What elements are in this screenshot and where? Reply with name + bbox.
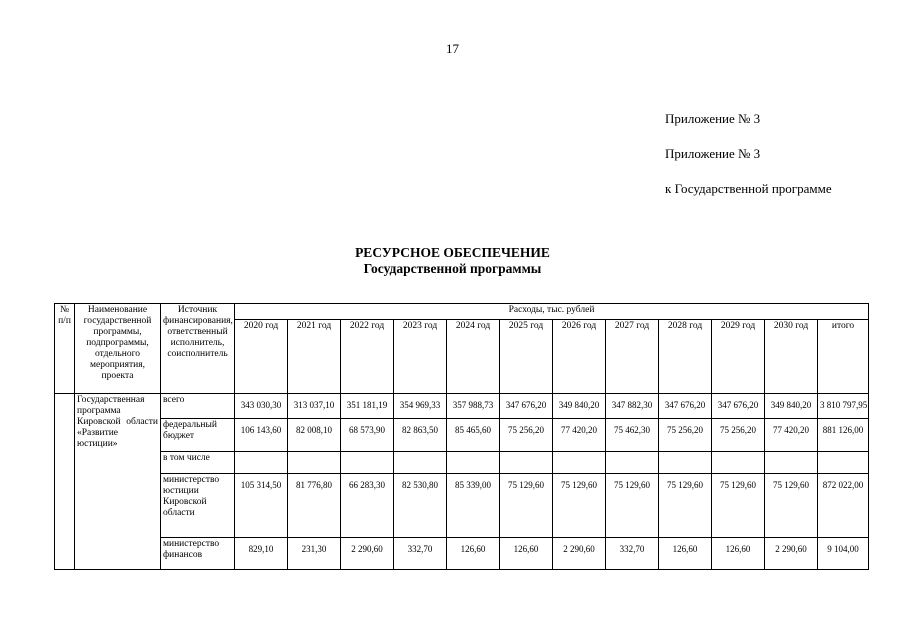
- value-cell: 81 776,80: [288, 474, 341, 538]
- value-cell: 66 283,30: [341, 474, 394, 538]
- value-cell: 357 988,73: [447, 394, 500, 419]
- page-number: 17: [446, 41, 459, 56]
- value-cell: 75 129,60: [500, 474, 553, 538]
- value-cell: 2 290,60: [765, 538, 818, 570]
- value-cell: 75 462,30: [606, 419, 659, 452]
- value-cell: 68 573,90: [341, 419, 394, 452]
- header-expenses: Расходы, тыс. рублей: [235, 304, 869, 320]
- row-number-cell: [55, 394, 75, 570]
- value-cell: 75 256,20: [500, 419, 553, 452]
- value-cell: 354 969,33: [394, 394, 447, 419]
- header-year: итого: [818, 320, 869, 394]
- value-cell: 347 676,20: [659, 394, 712, 419]
- value-cell: 77 420,20: [765, 419, 818, 452]
- value-cell: [818, 452, 869, 474]
- value-cell: 126,60: [447, 538, 500, 570]
- value-cell: 313 037,10: [288, 394, 341, 419]
- value-cell: 3 810 797,95: [818, 394, 869, 419]
- value-cell: 75 256,20: [659, 419, 712, 452]
- header-year: 2022 год: [341, 320, 394, 394]
- value-cell: [341, 452, 394, 474]
- value-cell: 82 008,10: [288, 419, 341, 452]
- table-row: [55, 474, 869, 538]
- value-cell: 347 676,20: [712, 394, 765, 419]
- value-cell: 351 181,19: [341, 394, 394, 419]
- value-cell: 2 290,60: [341, 538, 394, 570]
- value-cell: 2 290,60: [553, 538, 606, 570]
- value-cell: 332,70: [394, 538, 447, 570]
- value-cell: [447, 452, 500, 474]
- value-cell: 75 129,60: [712, 474, 765, 538]
- value-cell: 75 256,20: [712, 419, 765, 452]
- value-cell: 126,60: [500, 538, 553, 570]
- value-cell: 829,10: [235, 538, 288, 570]
- value-cell: [235, 452, 288, 474]
- value-cell: 881 126,00: [818, 419, 869, 452]
- header-year: 2030 год: [765, 320, 818, 394]
- appendix-line-2: Приложение № 3: [665, 146, 761, 161]
- value-cell: 349 840,20: [553, 394, 606, 419]
- resource-table: [54, 303, 869, 570]
- value-cell: 75 129,60: [606, 474, 659, 538]
- value-cell: 126,60: [712, 538, 765, 570]
- value-cell: 75 129,60: [765, 474, 818, 538]
- title-line-1: РЕСУРСНОЕ ОБЕСПЕЧЕНИЕ: [355, 245, 550, 260]
- header-year: 2021 год: [288, 320, 341, 394]
- value-cell: 75 129,60: [659, 474, 712, 538]
- header-year: 2027 год: [606, 320, 659, 394]
- value-cell: 106 143,60: [235, 419, 288, 452]
- value-cell: 85 339,00: [447, 474, 500, 538]
- header-year: 2028 год: [659, 320, 712, 394]
- value-cell: 872 022,00: [818, 474, 869, 538]
- header-year: 2025 год: [500, 320, 553, 394]
- table-row: [55, 394, 869, 419]
- value-cell: [553, 452, 606, 474]
- header-year: 2029 год: [712, 320, 765, 394]
- value-cell: 75 129,60: [553, 474, 606, 538]
- source-cell: в том числе: [161, 452, 235, 474]
- table-row: [55, 419, 869, 452]
- value-cell: [765, 452, 818, 474]
- value-cell: 349 840,20: [765, 394, 818, 419]
- value-cell: [500, 452, 553, 474]
- value-cell: 82 530,80: [394, 474, 447, 538]
- document-title: [0, 245, 905, 277]
- value-cell: 77 420,20: [553, 419, 606, 452]
- program-name-cell: Государственная программа Кировской области «Развитие юстиции»: [75, 394, 161, 570]
- value-cell: 9 104,00: [818, 538, 869, 570]
- value-cell: 126,60: [659, 538, 712, 570]
- value-cell: [288, 452, 341, 474]
- table-row: [55, 452, 869, 474]
- table-row: [55, 538, 869, 570]
- header-name: Наименование государственной программы, подпрограммы, отдельного мероприятия, проекта: [75, 304, 161, 394]
- source-cell: министерство финансов: [161, 538, 235, 570]
- value-cell: [659, 452, 712, 474]
- header-number: № п/п: [55, 304, 75, 394]
- value-cell: 347 882,30: [606, 394, 659, 419]
- value-cell: 85 465,60: [447, 419, 500, 452]
- header-year: 2024 год: [447, 320, 500, 394]
- header-year: 2023 год: [394, 320, 447, 394]
- source-cell: федеральный бюджет: [161, 419, 235, 452]
- header-year: 2026 год: [553, 320, 606, 394]
- value-cell: [712, 452, 765, 474]
- value-cell: [606, 452, 659, 474]
- value-cell: 82 863,50: [394, 419, 447, 452]
- value-cell: 332,70: [606, 538, 659, 570]
- title-line-2: Государственной программы: [363, 261, 542, 276]
- source-cell: всего: [161, 394, 235, 419]
- header-year: 2020 год: [235, 320, 288, 394]
- value-cell: 347 676,20: [500, 394, 553, 419]
- value-cell: [394, 452, 447, 474]
- source-cell: министерство юстиции Кировской области: [161, 474, 235, 538]
- value-cell: 105 314,50: [235, 474, 288, 538]
- appendix-line-3: к Государственной программе: [665, 181, 832, 196]
- header-source: Источник финансирования, ответственный исполнитель, соисполнитель: [161, 304, 235, 394]
- value-cell: 231,30: [288, 538, 341, 570]
- appendix-line-1: Приложение № 3: [665, 111, 761, 126]
- value-cell: 343 030,30: [235, 394, 288, 419]
